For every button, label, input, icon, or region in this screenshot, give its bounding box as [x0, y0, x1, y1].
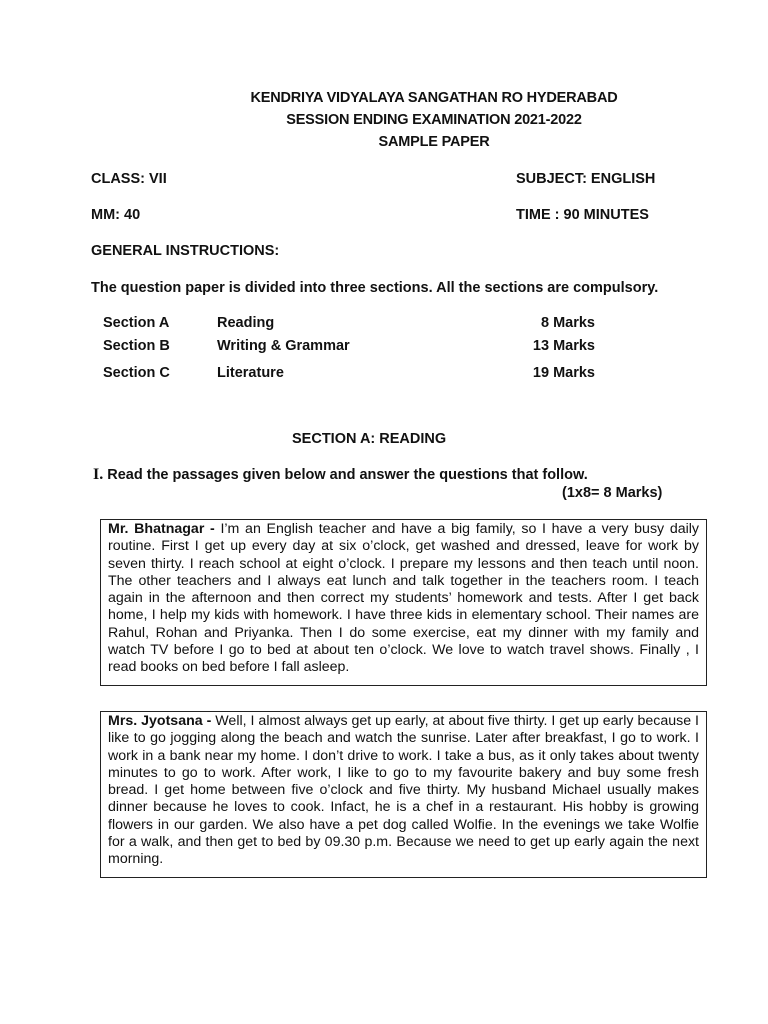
section-name: Reading — [217, 315, 275, 331]
section-id: Section B — [103, 338, 170, 354]
subject-label: SUBJECT: ENGLISH — [516, 171, 656, 187]
section-marks: 19 Marks — [532, 365, 595, 381]
passage-text: Well, I almost always get up early, at about five thirty. I get up early because I like to go jogging along the beach and watch the sunrise. Later after breakfast, I go to work. I work in a bank near my home. I don’t drive to work. I take a bus, as it only takes about twenty minutes to go to work. After work, I like to go to my favourite bakery and buy some fresh bread. I get home between five o’clock and five thirty. My husband Michael usually makes dinner because he loves to cook. Infact, he is a chef in a restaurant. His hobby is growing flowers in our garden. We also have a pet dog called Wolfie. In the evenings we take Wolfie for a walk, and then get to bed by 09.30 p.m. Because we need to get up early again the next morning. — [108, 713, 699, 868]
section-a-title: SECTION A: READING — [292, 431, 447, 447]
section-marks: 8 Marks — [540, 315, 595, 331]
section-id: Section A — [103, 315, 170, 331]
passage-speaker: Mrs. Jyotsana - — [108, 713, 212, 729]
passage-box — [100, 519, 707, 686]
question-marks: (1x8= 8 Marks) — [562, 485, 663, 501]
section-id: Section C — [103, 365, 170, 381]
header-line-3: SAMPLE PAPER — [378, 134, 490, 150]
question-1 — [93, 466, 588, 484]
class-label: CLASS: VII — [91, 171, 167, 187]
max-marks-label: MM: 40 — [91, 207, 141, 223]
section-name: Writing & Grammar — [217, 338, 350, 354]
passage-speaker: Mr. Bhatnagar - — [108, 521, 215, 537]
passage-text: I’m an English teacher and have a big family, so I have a very busy daily routine. First I get up every day at six o’clock, get washed and dressed, leave for work by seven thirty. I reach school at eight o’clock. I prepare my lessons and then teach until noon. The other teachers and I always eat lunch and talk together in the teachers room. I teach again in the afternoon and then correct my students’ homework and tests. After I get back home, I help my kids with homework. I have three kids in elementary school. Their names are Rahul, Rohan and Priyanka. Then I do some exercise, eat my dinner with my family and watch TV before I go to bed at about ten o’clock. We love to watch travel shows. Finally , I read books on bed before I fall asleep. — [108, 521, 699, 676]
instructions-text: The question paper is divided into three sections. All the sections are compulsory. — [91, 280, 659, 296]
passage-box — [100, 711, 707, 878]
section-marks: 13 Marks — [532, 338, 595, 354]
time-label: TIME : 90 MINUTES — [516, 207, 649, 223]
question-number: I. — [93, 466, 104, 483]
header-line-1: KENDRIYA VIDYALAYA SANGATHAN RO HYDERABAD — [250, 90, 618, 106]
instructions-heading: GENERAL INSTRUCTIONS: — [91, 243, 280, 259]
header-line-2: SESSION ENDING EXAMINATION 2021-2022 — [286, 112, 582, 128]
question-text: Read the passages given below and answer the questions that follow. — [107, 467, 588, 483]
section-name: Literature — [217, 365, 284, 381]
